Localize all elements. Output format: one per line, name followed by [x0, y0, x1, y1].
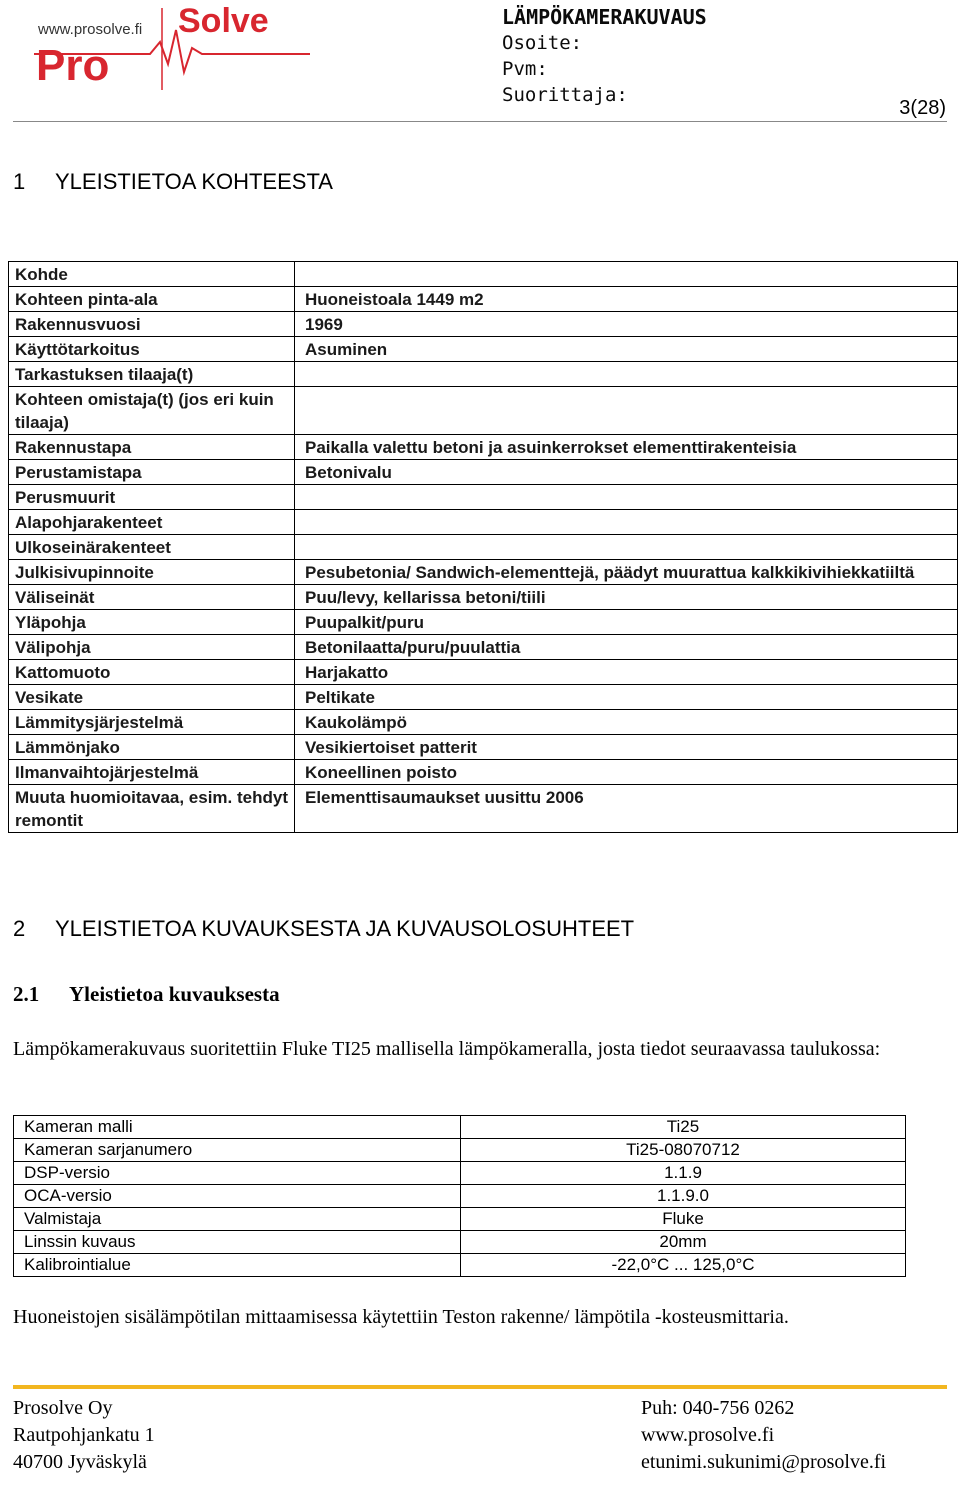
object-row-key: Perustamistapa: [9, 460, 295, 485]
performer-label: Suorittaja:: [502, 84, 628, 106]
object-row: [9, 287, 958, 312]
camera-row: [14, 1162, 906, 1185]
footer-web[interactable]: www.prosolve.fi: [641, 1424, 775, 1446]
prosolve-logo: [30, 2, 320, 92]
camera-row: [14, 1139, 906, 1162]
object-row: [9, 535, 958, 560]
object-row-value: [295, 535, 958, 560]
object-row: [9, 435, 958, 460]
object-row: [9, 337, 958, 362]
section-2-1-number: 2.1: [13, 982, 40, 1006]
camera-info-table: [13, 1115, 906, 1277]
camera-row-value: Fluke: [461, 1208, 906, 1231]
section-1-title: YLEISTIETOA KOHTEESTA: [55, 169, 333, 194]
object-row-key: Julkisivupinnoite: [9, 560, 295, 585]
camera-row-value: Ti25: [461, 1116, 906, 1139]
footer-contact: [641, 1395, 886, 1476]
object-row-key: Kohteen omistaja(t) (jos eri kuin tilaaja): [9, 387, 295, 435]
object-row: [9, 387, 958, 435]
camera-row-key: Linssin kuvaus: [14, 1231, 461, 1254]
object-row-key: Välipohja: [9, 635, 295, 660]
object-row-value: Elementtisaumaukset uusittu 2006: [295, 785, 958, 833]
footer-street: Rautpohjankatu 1: [13, 1424, 155, 1446]
footer-email[interactable]: etunimi.sukunimi@prosolve.fi: [641, 1451, 887, 1473]
object-row: [9, 660, 958, 685]
object-row-key: Muuta huomioitavaa, esim. tehdyt remontit: [9, 785, 295, 833]
object-row-value: Asuminen: [295, 337, 958, 362]
object-row-key: Rakennusvuosi: [9, 312, 295, 337]
footer-company: Prosolve Oy: [13, 1397, 113, 1419]
object-row-key: Kohde: [9, 262, 295, 287]
page-number: 3(28): [899, 97, 946, 119]
camera-row: [14, 1254, 906, 1277]
object-info-table: [8, 261, 958, 833]
object-row-key: Tarkastuksen tilaaja(t): [9, 362, 295, 387]
object-row-value: Puupalkit/puru: [295, 610, 958, 635]
camera-row-key: DSP-versio: [14, 1162, 461, 1185]
footer-phone: Puh: 040-756 0262: [641, 1397, 795, 1419]
object-row-key: Käyttötarkoitus: [9, 337, 295, 362]
object-row-value: Kaukolämpö: [295, 710, 958, 735]
object-row-value: 1969: [295, 312, 958, 337]
camera-row: [14, 1208, 906, 1231]
object-row-value: [295, 387, 958, 435]
object-row-value: Vesikiertoiset patterit: [295, 735, 958, 760]
footer-address: [13, 1395, 155, 1476]
object-row: [9, 485, 958, 510]
camera-row-key: OCA-versio: [14, 1185, 461, 1208]
measurement-note: Huoneistojen sisälämpötilan mittaamisessa käytettiin Teston rakenne/ lämpötila -kosteusmittaria.: [13, 1306, 789, 1328]
section-2-1-heading: [13, 982, 280, 1007]
object-row-value: Harjakatto: [295, 660, 958, 685]
object-row-value: Betonilaatta/puru/puulattia: [295, 635, 958, 660]
object-row-key: Kohteen pinta-ala: [9, 287, 295, 312]
object-row: [9, 560, 958, 585]
logo-url: www.prosolve.fi: [38, 21, 143, 38]
camera-row-key: Valmistaja: [14, 1208, 461, 1231]
object-row-value: [295, 485, 958, 510]
object-row: [9, 710, 958, 735]
object-row: [9, 635, 958, 660]
report-title: LÄMPÖKAMERAKUVAUS: [502, 5, 707, 29]
section-2-1-title: Yleistietoa kuvauksesta: [69, 982, 280, 1006]
object-row-value: [295, 510, 958, 535]
object-row-key: Ilmanvaihtojärjestelmä: [9, 760, 295, 785]
address-label: Osoite:: [502, 32, 583, 54]
object-row-key: Kattomuoto: [9, 660, 295, 685]
object-row-key: Lämmitysjärjestelmä: [9, 710, 295, 735]
object-row: [9, 362, 958, 387]
section-2-heading: [13, 916, 634, 942]
section-1-heading: [13, 169, 333, 195]
object-row: [9, 460, 958, 485]
camera-row: [14, 1231, 906, 1254]
object-row: [9, 510, 958, 535]
object-row-value: Peltikate: [295, 685, 958, 710]
footer-divider: [13, 1385, 947, 1389]
object-row-value: Betonivalu: [295, 460, 958, 485]
object-row-key: Vesikate: [9, 685, 295, 710]
camera-row-key: Kameran malli: [14, 1116, 461, 1139]
object-row-value: [295, 262, 958, 287]
header-divider: [13, 121, 947, 122]
object-row-value: Koneellinen poisto: [295, 760, 958, 785]
report-header: [502, 4, 707, 108]
object-row-key: Ulkoseinärakenteet: [9, 535, 295, 560]
object-row-key: Rakennustapa: [9, 435, 295, 460]
intro-paragraph: Lämpökamerakuvaus suoritettiin Fluke TI25 mallisella lämpökameralla, josta tiedot seuraavassa taulukossa:: [13, 1038, 881, 1060]
object-row-value: [295, 362, 958, 387]
camera-row-value: 1.1.9: [461, 1162, 906, 1185]
date-label: Pvm:: [502, 58, 548, 80]
object-row: [9, 585, 958, 610]
camera-row-value: 20mm: [461, 1231, 906, 1254]
footer-city: 40700 Jyväskylä: [13, 1451, 147, 1473]
object-row: [9, 610, 958, 635]
logo-graphic: [30, 2, 320, 92]
object-row: [9, 262, 958, 287]
object-row: [9, 785, 958, 833]
object-row-key: Yläpohja: [9, 610, 295, 635]
section-2-number: 2: [13, 916, 26, 941]
camera-row-value: 1.1.9.0: [461, 1185, 906, 1208]
object-row: [9, 685, 958, 710]
object-row-value: Huoneistoala 1449 m2: [295, 287, 958, 312]
camera-row: [14, 1185, 906, 1208]
section-2-title: YLEISTIETOA KUVAUKSESTA JA KUVAUSOLOSUHTEET: [55, 916, 635, 941]
object-row-key: Alapohjarakenteet: [9, 510, 295, 535]
object-row: [9, 312, 958, 337]
section-1-number: 1: [13, 169, 26, 194]
object-row: [9, 760, 958, 785]
logo-word-solve: Solve: [178, 2, 269, 40]
camera-row-key: Kameran sarjanumero: [14, 1139, 461, 1162]
logo-word-pro: Pro: [36, 41, 110, 90]
object-row-key: Perusmuurit: [9, 485, 295, 510]
object-row-value: Puu/levy, kellarissa betoni/tiili: [295, 585, 958, 610]
object-row-value: Paikalla valettu betoni ja asuinkerrokset elementtirakenteisia: [295, 435, 958, 460]
camera-row: [14, 1116, 906, 1139]
object-row: [9, 735, 958, 760]
camera-row-key: Kalibrointialue: [14, 1254, 461, 1277]
object-row-key: Väliseinät: [9, 585, 295, 610]
object-row-value: Pesubetonia/ Sandwich-elementtejä, päädyt muurattua kalkkikivihiekkatiiltä: [295, 560, 958, 585]
object-row-key: Lämmönjako: [9, 735, 295, 760]
camera-row-value: -22,0°C ... 125,0°C: [461, 1254, 906, 1277]
camera-row-value: Ti25-08070712: [461, 1139, 906, 1162]
